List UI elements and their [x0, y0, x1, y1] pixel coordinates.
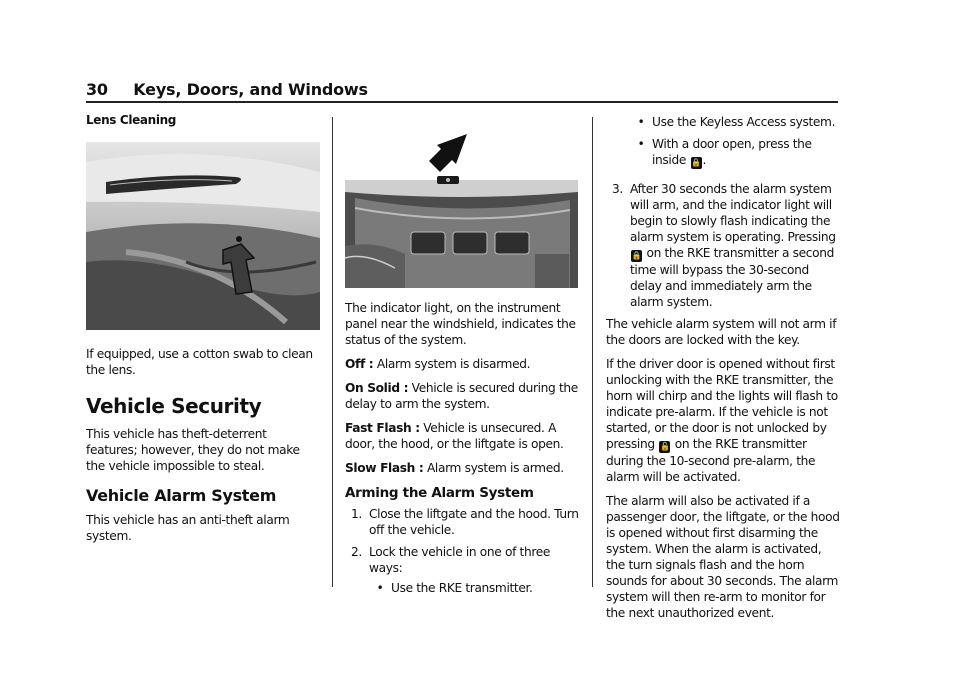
state-desc: Alarm system is armed.	[426, 461, 564, 475]
state-off	[345, 356, 581, 372]
state-term: Off :	[345, 357, 374, 371]
state-term: On Solid :	[345, 381, 409, 395]
state-fast-flash	[345, 420, 581, 452]
lock-methods	[630, 114, 840, 169]
unlock-icon: 🔓	[659, 442, 670, 451]
lock-method	[630, 136, 840, 169]
step-text: Close the liftgate and the hood. Turn off the vehicle.	[369, 507, 579, 537]
vehicle-alarm-heading: Vehicle Alarm System	[86, 486, 277, 505]
bullet-icon: •	[376, 581, 384, 595]
section-title: Keys, Doors, and Windows	[133, 80, 368, 99]
state-term: Fast Flash :	[345, 421, 420, 435]
state-desc: Vehicle is secured during the delay to arm the system.	[345, 381, 578, 411]
indicator-text: The indicator light, on the instrument panel near the windshield, indicates the status of the system.	[345, 301, 576, 347]
vehicle-security-heading: Vehicle Security	[86, 394, 262, 418]
lock-icon: 🔒	[631, 251, 642, 260]
arming-step-cont	[606, 114, 840, 175]
page-number: 30	[86, 80, 108, 99]
column-divider	[592, 117, 593, 587]
lock-icon: 🔒	[691, 158, 701, 167]
arming-steps	[345, 506, 581, 602]
header-rule	[86, 101, 838, 103]
step-text: After 30 seconds the alarm system will arm, and the indicator light will begin to slowly flash indicating the alarm system is operating. Pressing 🔒 on the RKE transmitter a second time will bypass the 30-second delay and immediately arm the alarm system.	[630, 182, 836, 309]
state-desc: Alarm system is disarmed.	[376, 357, 531, 371]
arming-step	[606, 181, 840, 310]
column-2	[345, 112, 581, 608]
arming-step	[345, 506, 581, 538]
arming-steps-cont	[606, 114, 840, 310]
column-3	[606, 112, 840, 629]
lock-method	[630, 114, 840, 130]
step-body	[365, 544, 581, 602]
step-number: 1.	[351, 507, 362, 521]
bullet-icon: •	[637, 137, 645, 151]
lock-method-text: With a door open, press the inside 🔒 .	[652, 137, 812, 167]
lock-methods	[369, 580, 581, 596]
pre-alarm-text: If the driver door is opened without first unlocking with the RKE transmitter, the horn will chirp and the lights will flash to indicate pre-alarm. If the vehicle is not started, or the door is not unlocked by pressing 🔓 on the RKE transmitter during the 10-second pre-alarm, the alarm will be activated.	[606, 357, 838, 484]
page-header	[86, 80, 838, 100]
state-on-solid	[345, 380, 581, 412]
rear-bumper-illustration	[86, 142, 320, 330]
bullet-icon: •	[637, 115, 645, 129]
camera-lens-photo	[86, 142, 320, 330]
vehicle-security-text: This vehicle has theft-deterrent features; however, they do not make the vehicle impossible to steal.	[86, 427, 300, 473]
state-slow-flash	[345, 460, 581, 476]
column-1	[86, 112, 320, 552]
state-term: Slow Flash :	[345, 461, 424, 475]
step-number: 2.	[351, 545, 362, 559]
key-lock-note: The vehicle alarm system will not arm if the doors are locked with the key.	[606, 317, 837, 347]
arming-heading: Arming the Alarm System	[345, 485, 534, 501]
state-desc: Vehicle is unsecured. A door, the hood, or the liftgate is open.	[345, 421, 564, 451]
column-divider	[332, 117, 333, 587]
vehicle-alarm-text: This vehicle has an anti-theft alarm system.	[86, 513, 290, 543]
indicator-light-photo	[345, 128, 578, 288]
step-text: Lock the vehicle in one of three ways:	[369, 545, 551, 575]
lens-text: If equipped, use a cotton swab to clean the lens.	[86, 347, 313, 377]
step-body	[626, 114, 840, 175]
instrument-panel-illustration	[345, 128, 578, 288]
lock-method	[369, 580, 581, 596]
lens-cleaning-heading: Lens Cleaning	[86, 113, 177, 127]
arming-step	[345, 544, 581, 602]
step-number: 3.	[612, 182, 623, 196]
lock-method-text: Use the RKE transmitter.	[391, 581, 533, 595]
alarm-activation-text: The alarm will also be activated if a passenger door, the liftgate, or the hood is opened without first disarming the system. When the alarm is activated, the turn signals flash and the horn sounds for about 30 seconds. The alarm system will then re-arm to monitor for the next unauthorized event.	[606, 494, 840, 620]
lock-method-text: Use the Keyless Access system.	[652, 115, 836, 129]
